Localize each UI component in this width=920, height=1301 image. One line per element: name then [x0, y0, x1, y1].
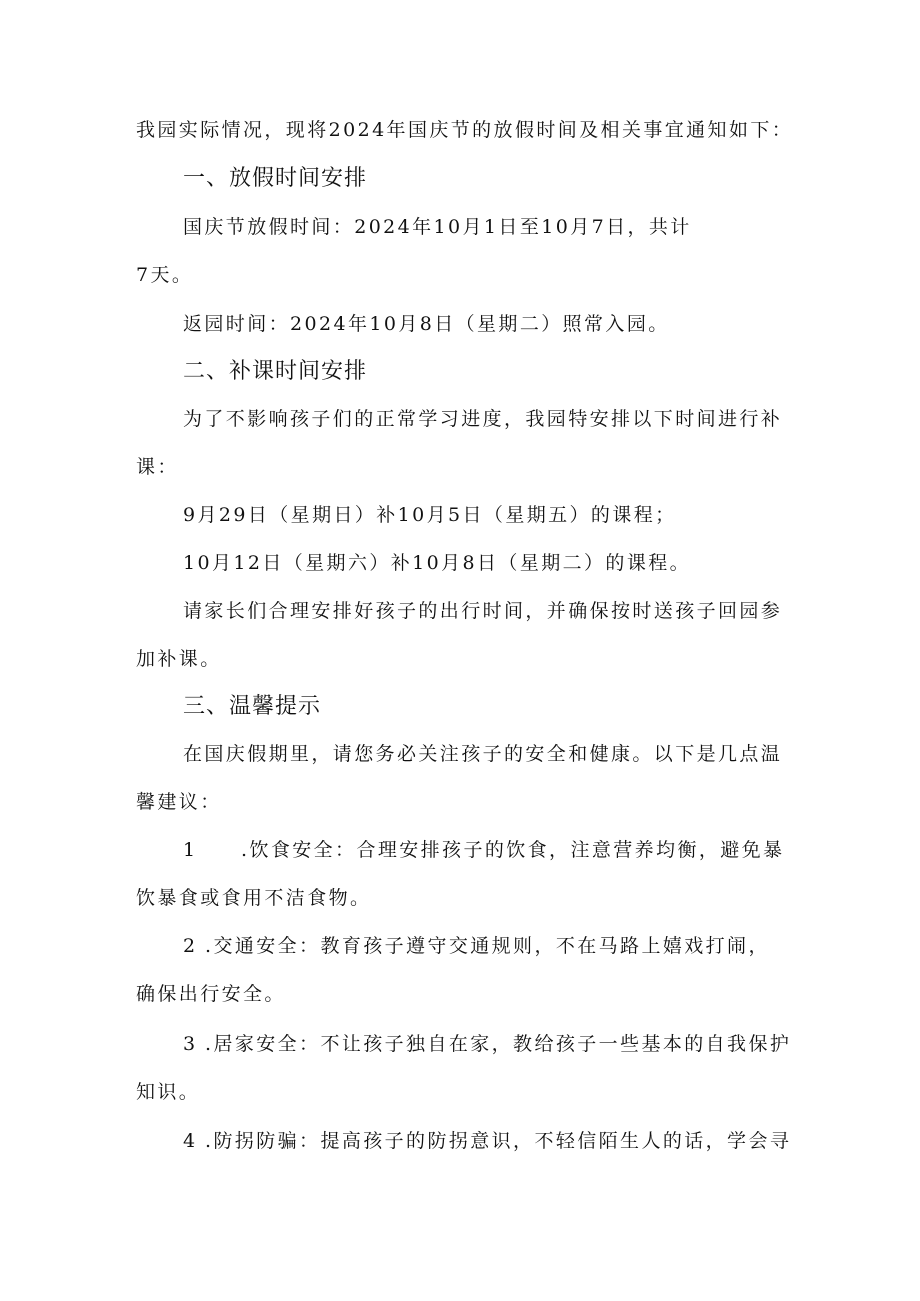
section-heading-tips: 三、温馨提示: [183, 694, 322, 719]
tip-1-text: .饮食安全：合理安排孩子的饮食，注意营养均衡，避免暴: [241, 839, 785, 861]
return-date-line: 返园时间：2024年10月8日（星期二）照常入园。: [183, 313, 670, 335]
holiday-dates-line-continued: 7天。: [136, 264, 194, 286]
parent-reminder-line: 请家长们合理安排好孩子的出行时间，并确保按时送孩子回园参: [183, 600, 783, 622]
intro-paragraph: 我园实际情况，现将2024年国庆节的放假时间及相关事宜通知如下：: [136, 119, 794, 141]
tip-3-line-continued: 知识。: [136, 1081, 201, 1103]
tip-2-line: [183, 932, 770, 960]
tip-2-text: .交通安全：教育孩子遵守交通规则，不在马路上嬉戏打闹，: [205, 935, 770, 957]
makeup-intro-line-continued: 课：: [136, 456, 179, 478]
tip-4-number: 4: [183, 1130, 198, 1152]
makeup-class-1: 9月29日（星期日）补10月5日（星期五）的课程；: [183, 504, 677, 526]
tip-4-text: .防拐防骗：提高孩子的防拐意识，不轻信陌生人的话，学会寻: [205, 1130, 792, 1152]
makeup-intro-line: 为了不影响孩子们的正常学习进度，我园特安排以下时间进行补: [183, 408, 783, 430]
tip-4-line: [183, 1127, 791, 1155]
parent-reminder-line-continued: 加补课。: [136, 648, 222, 670]
tip-2-line-continued: 确保出行安全。: [136, 983, 286, 1005]
tip-2-number: 2: [183, 935, 198, 957]
makeup-class-2: 10月12日（星期六）补10月8日（星期二）的课程。: [183, 552, 692, 574]
tips-intro-line-continued: 馨建议：: [136, 791, 222, 813]
section-heading-makeup: 二、补课时间安排: [183, 359, 368, 384]
tip-1-line-continued: 饮暴食或食用不洁食物。: [136, 887, 372, 909]
tip-1-line: [183, 836, 784, 864]
tips-intro-line: 在国庆假期里，请您务必关注孩子的安全和健康。以下是几点温: [183, 743, 783, 765]
tip-1-number: 1: [183, 839, 198, 861]
tip-3-line: [183, 1030, 791, 1058]
section-heading-holiday: 一、放假时间安排: [183, 166, 368, 191]
tip-3-text: .居家安全：不让孩子独自在家，教给孩子一些基本的自我保护: [205, 1033, 792, 1055]
holiday-dates-line: 国庆节放假时间：2024年10月1日至10月7日，共计: [183, 216, 692, 238]
tip-3-number: 3: [183, 1033, 198, 1055]
